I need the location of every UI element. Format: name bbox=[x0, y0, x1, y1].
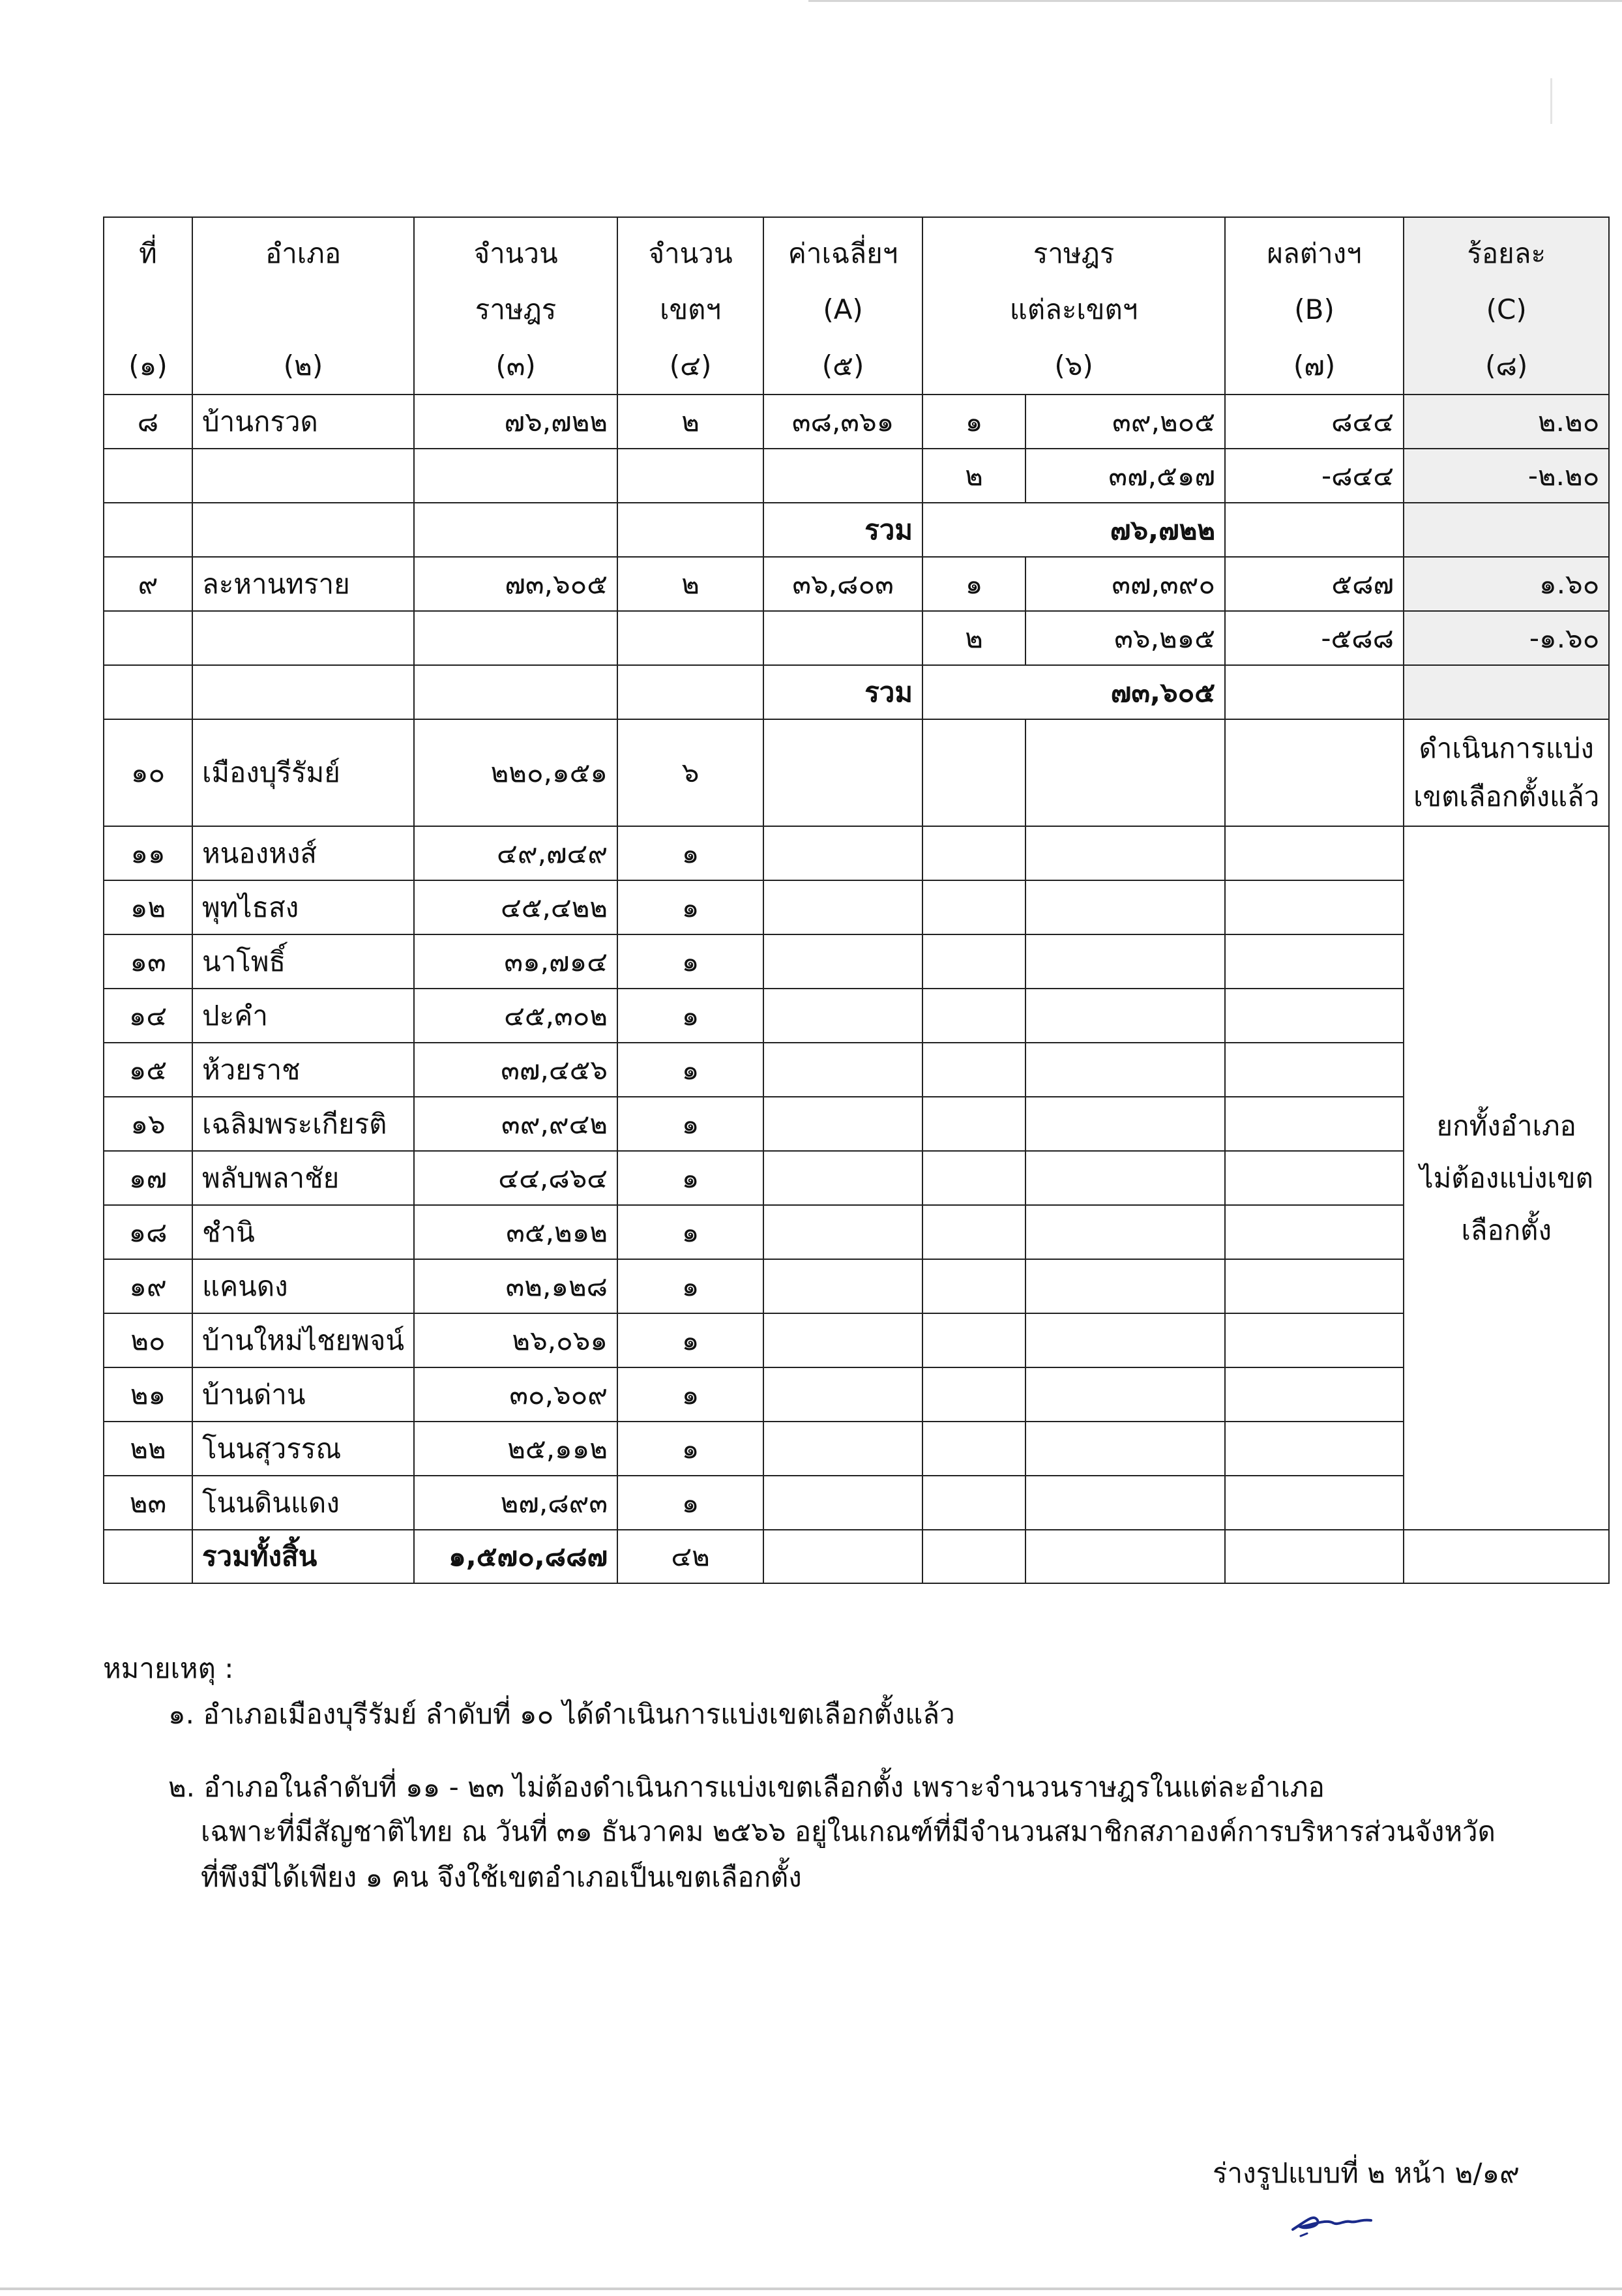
cell-total: ๗๓,๖๐๕ bbox=[922, 665, 1225, 719]
cell-district: ปะคำ bbox=[192, 989, 414, 1043]
cell-grand-total-population: ๑,๕๗๐,๘๘๗ bbox=[414, 1530, 617, 1583]
table-cell bbox=[1225, 719, 1404, 826]
header-average: ค่าเฉลี่ยฯ (A) (๕) bbox=[763, 217, 922, 395]
cell-zone-no: ๒ bbox=[922, 611, 1025, 665]
cell-zones: ๑ bbox=[617, 1476, 763, 1530]
total-row bbox=[104, 503, 1609, 557]
table-cell bbox=[1025, 1043, 1225, 1097]
cell-no: ๑๔ bbox=[104, 989, 192, 1043]
cell-population: ๓๐,๖๐๙ bbox=[414, 1367, 617, 1422]
table-cell bbox=[922, 1530, 1025, 1583]
cell-population: ๒๖,๐๖๑ bbox=[414, 1313, 617, 1367]
cell-zones: ๒ bbox=[617, 557, 763, 611]
table-cell bbox=[192, 665, 414, 719]
table-cell bbox=[1025, 934, 1225, 989]
table-row bbox=[104, 1422, 1609, 1476]
cell-population: ๓๗,๔๕๖ bbox=[414, 1043, 617, 1097]
cell-no: ๑๘ bbox=[104, 1205, 192, 1259]
table-cell bbox=[1025, 1097, 1225, 1151]
table-cell bbox=[1225, 1476, 1404, 1530]
table-cell bbox=[1025, 1205, 1225, 1259]
table-cell bbox=[1025, 1367, 1225, 1422]
table-cell bbox=[1025, 826, 1225, 880]
table-cell bbox=[1225, 1259, 1404, 1313]
table-cell bbox=[1025, 1313, 1225, 1367]
table-row bbox=[104, 1043, 1609, 1097]
table-row bbox=[104, 1367, 1609, 1422]
table-cell bbox=[1404, 503, 1609, 557]
cell-zones: ๑ bbox=[617, 1259, 763, 1313]
table-cell bbox=[922, 1205, 1025, 1259]
cell-total-label: รวม bbox=[763, 503, 922, 557]
district-table bbox=[103, 216, 1610, 1584]
cell-population: ๓๕,๒๑๒ bbox=[414, 1205, 617, 1259]
table-row bbox=[104, 934, 1609, 989]
cell-note: ยกทั้งอำเภอ ไม่ต้องแบ่งเขต เลือกตั้ง bbox=[1404, 826, 1609, 1530]
cell-zones: ๑ bbox=[617, 826, 763, 880]
cell-zone-no: ๑ bbox=[922, 557, 1025, 611]
scan-edge-top bbox=[808, 0, 1622, 2]
table-row bbox=[104, 1097, 1609, 1151]
cell-no: ๑๒ bbox=[104, 880, 192, 934]
cell-zones: ๑ bbox=[617, 1313, 763, 1367]
header-population: จำนวน ราษฎร (๓) bbox=[414, 217, 617, 395]
cell-zones: ๑ bbox=[617, 1151, 763, 1205]
cell-no: ๑๑ bbox=[104, 826, 192, 880]
table-cell bbox=[1225, 665, 1404, 719]
cell-district: ชำนิ bbox=[192, 1205, 414, 1259]
cell-no: ๒๓ bbox=[104, 1476, 192, 1530]
cell-zones: ๑ bbox=[617, 989, 763, 1043]
remark-1: ๑. อำเภอเมืองบุรีรัมย์ ลำดับที่ ๑๐ ได้ดำเนินการแบ่งเขตเลือกตั้งแล้ว bbox=[168, 1698, 955, 1730]
cell-percent: ๑.๖๐ bbox=[1404, 557, 1609, 611]
table-cell bbox=[1025, 1151, 1225, 1205]
table-cell bbox=[1225, 503, 1404, 557]
cell-no: ๒๑ bbox=[104, 1367, 192, 1422]
table-cell bbox=[763, 989, 922, 1043]
table-cell bbox=[922, 880, 1025, 934]
cell-zone-no: ๑ bbox=[922, 395, 1025, 449]
cell-no: ๙ bbox=[104, 557, 192, 611]
table-cell bbox=[1225, 880, 1404, 934]
cell-percent: -๑.๖๐ bbox=[1404, 611, 1609, 665]
total-row bbox=[104, 665, 1609, 719]
cell-zones: ๑ bbox=[617, 1422, 763, 1476]
cell-population: ๔๕,๓๐๒ bbox=[414, 989, 617, 1043]
cell-zone-population: ๓๗,๕๑๗ bbox=[1025, 449, 1225, 503]
table-cell bbox=[104, 1530, 192, 1583]
table-cell bbox=[1225, 934, 1404, 989]
table-row bbox=[104, 557, 1609, 611]
cell-population: ๓๑,๗๑๔ bbox=[414, 934, 617, 989]
cell-no: ๘ bbox=[104, 395, 192, 449]
table-cell bbox=[104, 611, 192, 665]
table-cell bbox=[1025, 1259, 1225, 1313]
cell-no: ๒๒ bbox=[104, 1422, 192, 1476]
cell-district: ละหานทราย bbox=[192, 557, 414, 611]
table-cell bbox=[1404, 1530, 1609, 1583]
remark-2-cont-2: ที่พึงมีได้เพียง ๑ คน จึงใช้เขตอำเภอเป็นเขตเลือกตั้ง bbox=[201, 1861, 802, 1893]
table-cell bbox=[763, 1313, 922, 1367]
table-cell bbox=[1025, 989, 1225, 1043]
signature-mark bbox=[1288, 2201, 1385, 2240]
cell-average: ๓๘,๓๖๑ bbox=[763, 395, 922, 449]
cell-total: ๗๖,๗๒๒ bbox=[922, 503, 1225, 557]
cell-population: ๒๕,๑๑๒ bbox=[414, 1422, 617, 1476]
cell-population: ๔๔,๘๖๔ bbox=[414, 1151, 617, 1205]
grand-total-row bbox=[104, 1530, 1609, 1583]
cell-district: พลับพลาชัย bbox=[192, 1151, 414, 1205]
table-row bbox=[104, 880, 1609, 934]
cell-zones: ๒ bbox=[617, 395, 763, 449]
table-cell bbox=[1404, 665, 1609, 719]
table-cell bbox=[763, 1043, 922, 1097]
cell-no: ๑๐ bbox=[104, 719, 192, 826]
cell-zones: ๑ bbox=[617, 880, 763, 934]
cell-diff: -๕๘๘ bbox=[1225, 611, 1404, 665]
table-cell bbox=[922, 1476, 1025, 1530]
table-cell bbox=[1225, 1043, 1404, 1097]
table-cell bbox=[414, 449, 617, 503]
cell-no: ๑๗ bbox=[104, 1151, 192, 1205]
table-cell bbox=[922, 1259, 1025, 1313]
remarks-title: หมายเหตุ : bbox=[103, 1652, 234, 1684]
cell-district: พุทไธสง bbox=[192, 880, 414, 934]
cell-population: ๓๙,๙๔๒ bbox=[414, 1097, 617, 1151]
table-cell bbox=[1225, 1151, 1404, 1205]
table-cell bbox=[922, 1151, 1025, 1205]
table-cell bbox=[192, 449, 414, 503]
cell-population: ๔๙,๗๔๙ bbox=[414, 826, 617, 880]
remark-2-cont: เฉพาะที่มีสัญชาติไทย ณ วันที่ ๓๑ ธันวาคม ๒๕๖๖ อยู่ในเกณฑ์ที่มีจำนวนสมาชิกสภาองค์การบริหารส่วนจังหวัด bbox=[201, 1815, 1496, 1847]
table-cell bbox=[763, 1422, 922, 1476]
cell-district: เมืองบุรีรัมย์ bbox=[192, 719, 414, 826]
table-row bbox=[104, 1259, 1609, 1313]
table-cell bbox=[763, 1476, 922, 1530]
cell-zones: ๑ bbox=[617, 1043, 763, 1097]
table-cell bbox=[922, 934, 1025, 989]
cell-zones: ๑ bbox=[617, 1367, 763, 1422]
table-row bbox=[104, 449, 1609, 503]
table-cell bbox=[414, 665, 617, 719]
header-district: อำเภอ (๒) bbox=[192, 217, 414, 395]
table-row bbox=[104, 989, 1609, 1043]
table-cell bbox=[763, 1259, 922, 1313]
table-cell bbox=[1225, 1097, 1404, 1151]
table-cell bbox=[763, 1205, 922, 1259]
table-cell bbox=[1225, 1367, 1404, 1422]
table-cell bbox=[922, 1313, 1025, 1367]
remark-2: ๒. อำเภอในลำดับที่ ๑๑ - ๒๓ ไม่ต้องดำเนินการแบ่งเขตเลือกตั้ง เพราะจำนวนราษฎรในแต่ละอำเภอ bbox=[168, 1771, 1325, 1803]
cell-total-label: รวม bbox=[763, 665, 922, 719]
table-cell bbox=[763, 934, 922, 989]
table-row bbox=[104, 826, 1609, 880]
cell-average: ๓๖,๘๐๓ bbox=[763, 557, 922, 611]
scan-mark bbox=[1550, 78, 1552, 124]
cell-district: บ้านด่าน bbox=[192, 1367, 414, 1422]
cell-zones: ๖ bbox=[617, 719, 763, 826]
table-cell bbox=[617, 665, 763, 719]
cell-zones: ๑ bbox=[617, 934, 763, 989]
cell-district: บ้านใหม่ไชยพจน์ bbox=[192, 1313, 414, 1367]
table-cell bbox=[922, 1422, 1025, 1476]
table-cell bbox=[617, 449, 763, 503]
cell-note: ดำเนินการแบ่ง เขตเลือกตั้งแล้ว bbox=[1404, 719, 1609, 826]
cell-diff: ๕๘๗ bbox=[1225, 557, 1404, 611]
cell-district: เฉลิมพระเกียรติ bbox=[192, 1097, 414, 1151]
cell-grand-total-label: รวมทั้งสิ้น bbox=[192, 1530, 414, 1583]
cell-diff: -๘๔๔ bbox=[1225, 449, 1404, 503]
header-diff: ผลต่างฯ (B) (๗) bbox=[1225, 217, 1404, 395]
cell-no: ๒๐ bbox=[104, 1313, 192, 1367]
table-cell bbox=[1225, 1530, 1404, 1583]
cell-zones: ๑ bbox=[617, 1097, 763, 1151]
cell-district: แคนดง bbox=[192, 1259, 414, 1313]
cell-district: นาโพธิ์ bbox=[192, 934, 414, 989]
remarks bbox=[103, 1650, 1496, 1893]
table-cell bbox=[1025, 1530, 1225, 1583]
table-cell bbox=[104, 503, 192, 557]
cell-district: โนนสุวรรณ bbox=[192, 1422, 414, 1476]
table-cell bbox=[763, 719, 922, 826]
table-cell bbox=[763, 611, 922, 665]
table-cell bbox=[104, 665, 192, 719]
table-cell bbox=[922, 1367, 1025, 1422]
cell-zones: ๑ bbox=[617, 1205, 763, 1259]
table-cell bbox=[763, 880, 922, 934]
table-cell bbox=[763, 1367, 922, 1422]
table-row bbox=[104, 395, 1609, 449]
cell-district: หนองหงส์ bbox=[192, 826, 414, 880]
cell-district: บ้านกรวด bbox=[192, 395, 414, 449]
table-cell bbox=[1025, 1476, 1225, 1530]
table-row bbox=[104, 1205, 1609, 1259]
cell-no: ๑๕ bbox=[104, 1043, 192, 1097]
cell-population: ๒๗,๘๙๓ bbox=[414, 1476, 617, 1530]
cell-zone-population: ๓๖,๒๑๕ bbox=[1025, 611, 1225, 665]
table-cell bbox=[922, 719, 1025, 826]
table-cell bbox=[192, 503, 414, 557]
table-cell bbox=[922, 989, 1025, 1043]
table-cell bbox=[922, 826, 1025, 880]
cell-percent: ๒.๒๐ bbox=[1404, 395, 1609, 449]
table-cell bbox=[922, 1043, 1025, 1097]
table-row bbox=[104, 1313, 1609, 1367]
cell-zone-population: ๓๗,๓๙๐ bbox=[1025, 557, 1225, 611]
cell-population: ๗๓,๖๐๕ bbox=[414, 557, 617, 611]
table-cell bbox=[1025, 719, 1225, 826]
table-cell bbox=[1225, 826, 1404, 880]
table-cell bbox=[763, 449, 922, 503]
table-cell bbox=[104, 449, 192, 503]
cell-district: โนนดินแดง bbox=[192, 1476, 414, 1530]
header-percent: ร้อยละ (C) (๘) bbox=[1404, 217, 1609, 395]
table-cell bbox=[763, 1151, 922, 1205]
table-row bbox=[104, 1476, 1609, 1530]
header-per-zone: ราษฎร แต่ละเขตฯ (๖) bbox=[922, 217, 1225, 395]
cell-no: ๑๙ bbox=[104, 1259, 192, 1313]
header-row bbox=[104, 217, 1609, 395]
table-cell bbox=[414, 503, 617, 557]
table-cell bbox=[1025, 1422, 1225, 1476]
table-row bbox=[104, 1151, 1609, 1205]
table-cell bbox=[1225, 1205, 1404, 1259]
cell-no: ๑๖ bbox=[104, 1097, 192, 1151]
table-cell bbox=[763, 1097, 922, 1151]
scan-edge-bottom bbox=[0, 2288, 1622, 2290]
table-cell bbox=[763, 826, 922, 880]
cell-population: ๗๖,๗๒๒ bbox=[414, 395, 617, 449]
table-cell bbox=[1225, 989, 1404, 1043]
page-footer: ร่างรูปแบบที่ ๒ หน้า ๒/๑๙ bbox=[1213, 2157, 1520, 2189]
header-zones: จำนวน เขตฯ (๔) bbox=[617, 217, 763, 395]
cell-grand-total-zones: ๔๒ bbox=[617, 1530, 763, 1583]
cell-no: ๑๓ bbox=[104, 934, 192, 989]
table-cell bbox=[1225, 1422, 1404, 1476]
cell-zone-population: ๓๙,๒๐๕ bbox=[1025, 395, 1225, 449]
table-cell bbox=[617, 503, 763, 557]
table-cell bbox=[1225, 1313, 1404, 1367]
cell-diff: ๘๔๔ bbox=[1225, 395, 1404, 449]
cell-zone-no: ๒ bbox=[922, 449, 1025, 503]
cell-population: ๔๕,๔๒๒ bbox=[414, 880, 617, 934]
header-no: ที่ (๑) bbox=[104, 217, 192, 395]
table-cell bbox=[763, 1530, 922, 1583]
cell-population: ๒๒๐,๑๕๑ bbox=[414, 719, 617, 826]
table-cell bbox=[1025, 880, 1225, 934]
table-cell bbox=[922, 1097, 1025, 1151]
cell-district: ห้วยราช bbox=[192, 1043, 414, 1097]
table-cell bbox=[414, 611, 617, 665]
table-row bbox=[104, 719, 1609, 826]
cell-percent: -๒.๒๐ bbox=[1404, 449, 1609, 503]
table-row bbox=[104, 611, 1609, 665]
table-cell bbox=[192, 611, 414, 665]
cell-population: ๓๒,๑๒๘ bbox=[414, 1259, 617, 1313]
table-cell bbox=[617, 611, 763, 665]
